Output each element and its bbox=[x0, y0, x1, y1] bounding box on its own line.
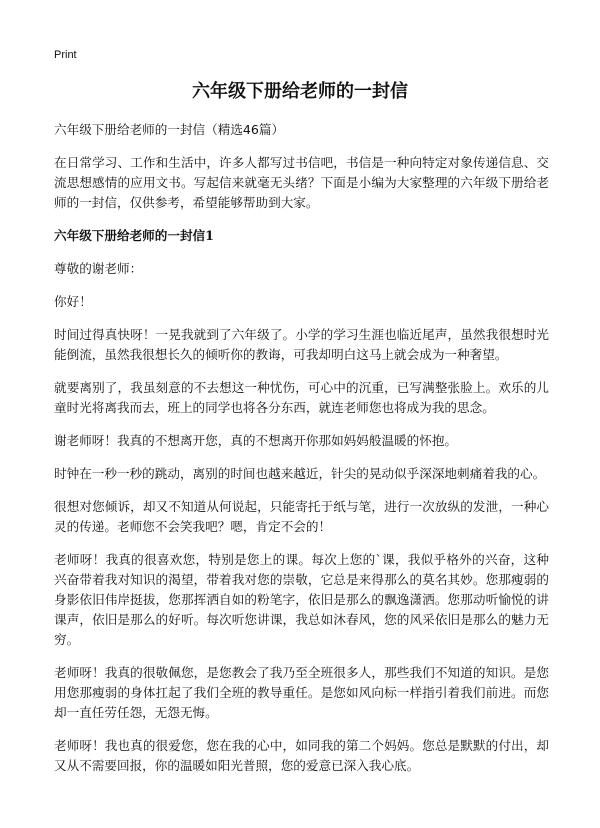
letter-paragraph: 老师呀！我也真的很爱您，您在我的心中，如同我的第二个妈妈。您总是默默的付出，却又从不需要回报，你的温暖如阳光普照，您的爱意已深入我心底。 bbox=[54, 738, 549, 773]
subtitle: 六年级下册给老师的一封信（精选46篇） bbox=[54, 122, 285, 137]
letter-paragraph: 谢老师呀！我真的不想离开您，真的不想离开你那如妈妈般温暖的怀抱。 bbox=[54, 433, 457, 448]
letter-paragraph: 时钟在一秒一秒的跳动，离别的时间也越来越近，针尖的晃动似乎深深地刺痛着我的心。 bbox=[54, 466, 546, 481]
document-body bbox=[54, 120, 549, 789]
letter-paragraph: 老师呀！我真的很喜欢您，特别是您上的课。每次上您的`课，我似乎格外的兴奋，这种兴奋带着我对知识的渴望，带着我对您的崇敬，它总是来得那么的莫名其妙。您那瘦弱的身影依旧伟岸挺拔，您那挥洒自如的粉笔字，依旧是那么的飘逸潇洒。您那动听愉悦的讲课声，依旧是那么的好听。每次听您讲课，我总如沐春风，您的风采依旧是那么的魅力无穷。 bbox=[54, 552, 549, 647]
letter-paragraph: 就要离别了，我虽刻意的不去想这一种忧伤，可心中的沉重，已写满整张脸上。欢乐的儿童时光将离我而去，班上的同学也将各分东西，就连老师您也将成为我的思念。 bbox=[54, 380, 549, 415]
intro-paragraph: 在日常学习、工作和生活中，许多人都写过书信吧，书信是一种向特定对象传递信息、交流思想感情的应用文书。写起信来就毫无头绪？下面是小编为大家整理的六年级下册给老师的一封信，仅供参考，希望能够帮助到大家。 bbox=[54, 155, 549, 210]
section-heading: 六年级下册给老师的一封信1 bbox=[54, 228, 214, 243]
letter-salutation: 尊敬的谢老师： bbox=[54, 261, 143, 276]
letter-paragraph: 时间过得真快呀！一晃我就到了六年级了。小学的学习生涯也临近尾声，虽然我很想时光能倒流，虽然我很想长久的倾听你的教诲，可我却明白这马上就会成为一种奢望。 bbox=[54, 327, 549, 362]
page-title: 六年级下册给老师的一封信 bbox=[192, 81, 408, 102]
letter-paragraph: 很想对您倾诉，却又不知道从何说起，只能寄托于纸与笔，进行一次放纵的发泄，一种心灵的传递。老师您不会笑我吧？嗯，肯定不会的！ bbox=[54, 499, 549, 534]
print-link[interactable]: Print bbox=[54, 49, 77, 61]
letter-greeting: 你好！ bbox=[54, 294, 92, 309]
letter-paragraph: 老师呀！我真的很敬佩您，是您教会了我乃至全班很多人，那些我们不知道的知识。是您用您那瘦弱的身体扛起了我们全班的教导重任。是您如风向标一样指引着我们前进。而您却一直任劳任怨，无怨无悔。 bbox=[54, 665, 549, 720]
